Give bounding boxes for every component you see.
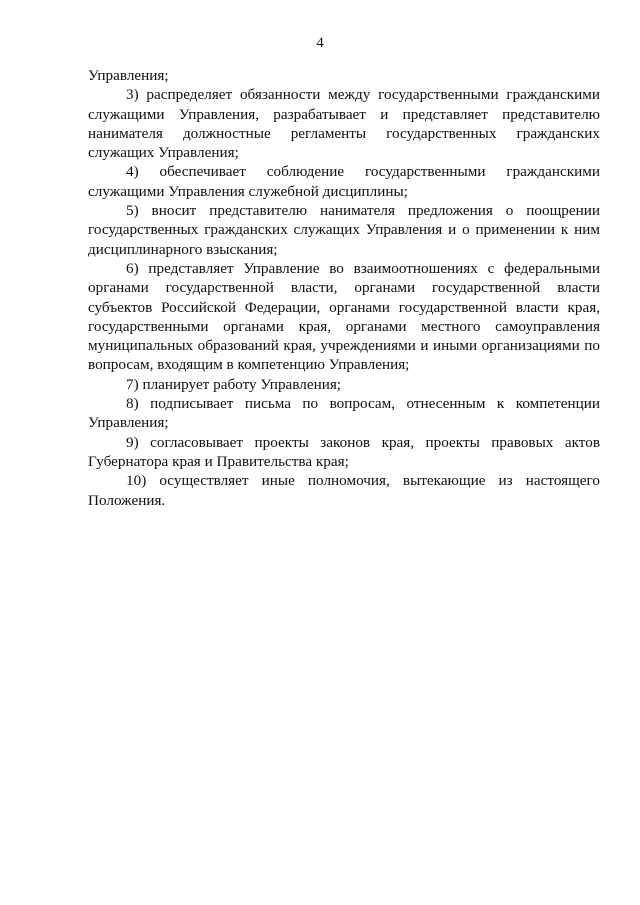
paragraph-item-7: 7) планирует работу Управления;	[126, 375, 342, 393]
paragraph-item-9: 9) согласовывает проекты законов края, проекты правовых актов Губернатора края и Правительства края;	[88, 433, 600, 470]
paragraph-item-5: 5) вносит представителю нанимателя предложения о поощрении государственных гражданских служащих Управления и о применении к ним дисциплинарного взыскания;	[88, 202, 600, 258]
paragraph-item-4: 4) обеспечивает соблюдение государственными гражданскими служащими Управления служебной дисциплины;	[88, 163, 600, 200]
paragraph-item-3: 3) распределяет обязанности между государственными гражданскими служащими Управления, разрабатывает и представляет представителю нанимателя должностные регламенты государственных гражданских служащих Управления;	[88, 86, 600, 162]
paragraph-continuation: Управления;	[88, 67, 169, 84]
page-number: 4	[316, 35, 324, 51]
paragraph-item-10: 10) осуществляет иные полномочия, вытекающие из настоящего Положения.	[88, 472, 600, 509]
document-body	[88, 66, 600, 510]
paragraph-item-6: 6) представляет Управление во взаимоотношениях с федеральными органами государственной власти, органами государственной власти субъектов Российской Федерации, органами государственной власти края, государственными органами края, органами местного самоуправления муниципальных образований края, учреждениями и иными организациями по вопросам, входящим в компетенцию Управления;	[88, 259, 600, 374]
paragraph-item-8: 8) подписывает письма по вопросам, отнесенным к компетенции Управления;	[88, 395, 600, 432]
